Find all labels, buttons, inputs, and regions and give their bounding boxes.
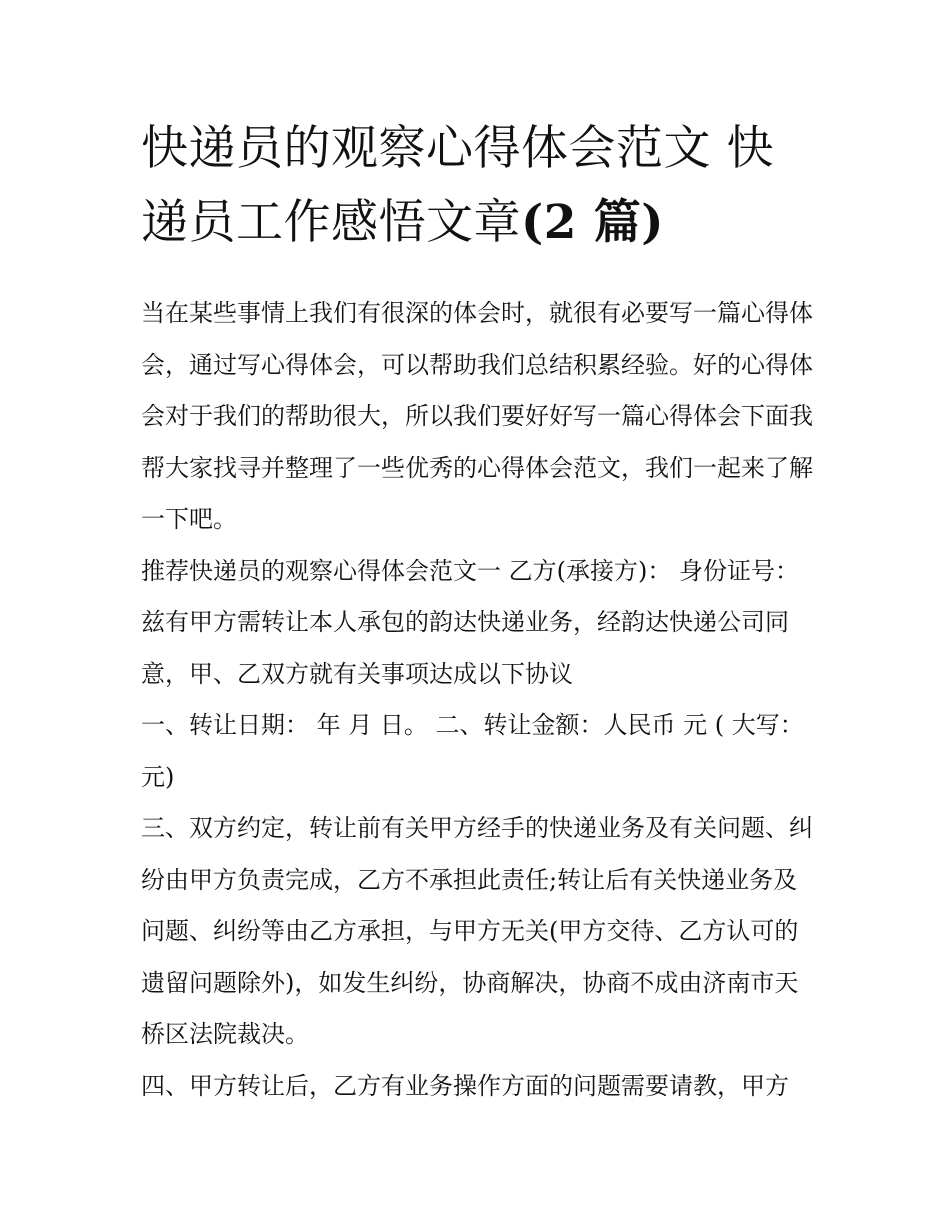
clause-four: 四、甲方转让后，乙方有业务操作方面的问题需要请教，甲方 — [141, 1071, 789, 1100]
document-page — [141, 112, 813, 1112]
title-text: 快递员的观察心得体会范文 快递员工作感悟文章 — [141, 121, 774, 250]
title-count: (2 篇) — [521, 195, 665, 250]
document-title — [141, 112, 813, 260]
document-body — [141, 288, 813, 1112]
intro-paragraph: 当在某些事情上我们有很深的体会时，就很有必要写一篇心得体会，通过写心得体会，可以帮助我们总结积累经验。好的心得体会对于我们的帮助很大，所以我们要好好写一篇心得体会下面我帮大家找寻并整理了一些优秀的心得体会范文，我们一起来了解一下吧。 — [141, 299, 813, 533]
agreement-intro-paragraph: 推荐快递员的观察心得体会范文一 乙方(承接方)： 身份证号： 兹有甲方需转让本人承包的韵达快递业务，经韵达快递公司同意，甲、乙双方就有关事项达成以下协议 — [141, 556, 799, 688]
clause-one-two: 一、转让日期： 年 月 日。 二、转让金额：人民币 元 ( 大写： 元) — [141, 711, 804, 791]
clause-three: 三、双方约定，转让前有关甲方经手的快递业务及有关问题、纠纷由甲方负责完成，乙方不承担此责任;转让后有关快递业务及问题、纠纷等由乙方承担，与甲方无关(甲方交待、乙方认可的遗留问题除外)，如发生纠纷，协商解决，协商不成由济南市天桥区法院裁决。 — [141, 814, 813, 1048]
